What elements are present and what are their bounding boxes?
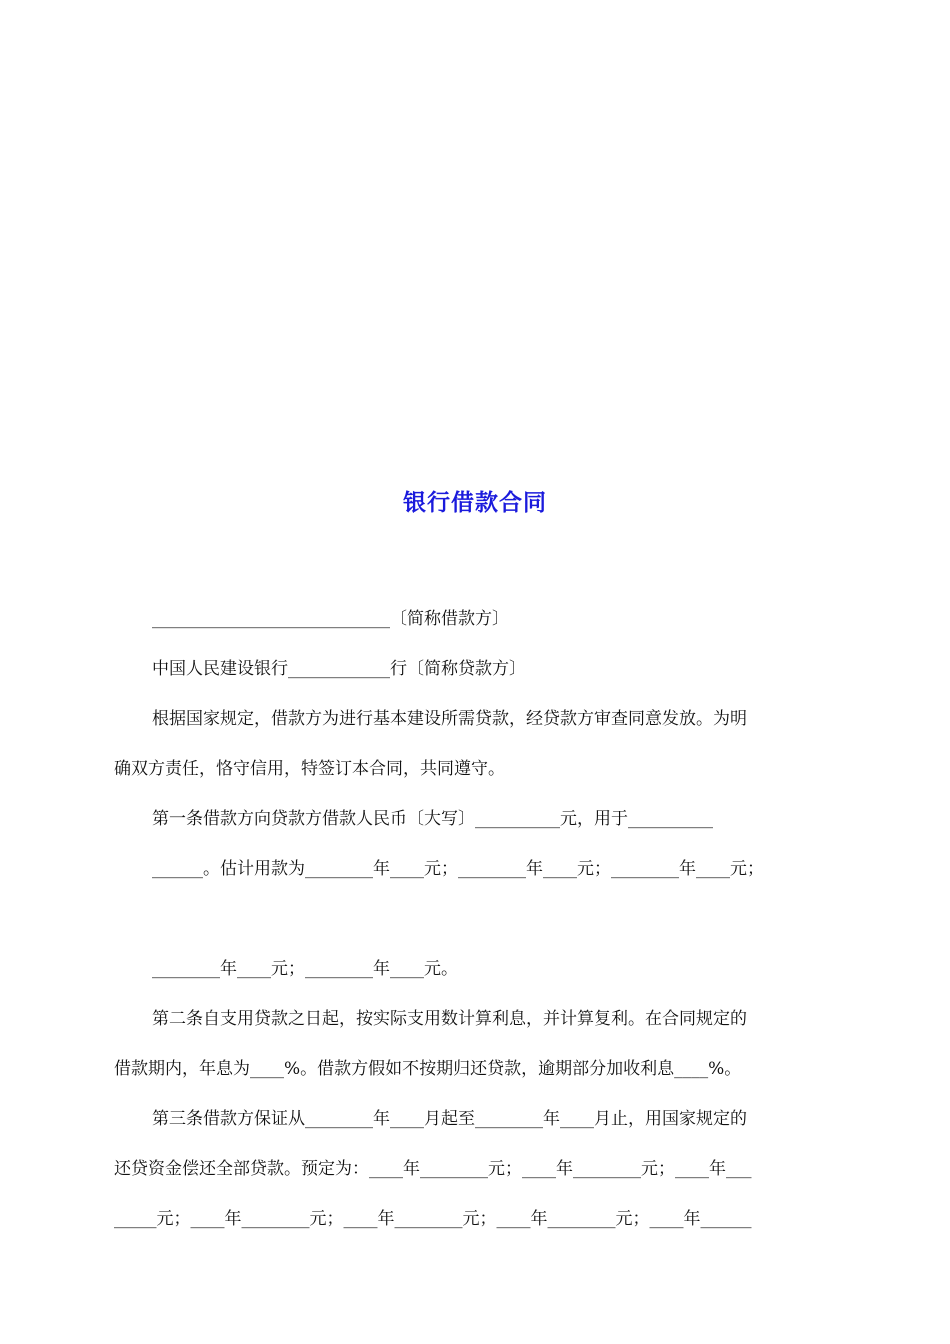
article-3-line-2: 还贷资金偿还全部贷款。预定为：____年________元；____年________元；____年___	[114, 1159, 752, 1179]
article-3-line-3: _____元；____年________元；____年________元；____年________元；____年______	[114, 1209, 752, 1229]
preamble-line-2: 确双方责任，恪守信用，特签订本合同，共同遵守。	[114, 759, 505, 779]
article-2-line-2: 借款期内，年息为____%。借款方假如不按期归还贷款，逾期部分加收利息____%。	[114, 1059, 742, 1079]
article-1-line-3: ________年____元；________年____元。	[152, 959, 458, 979]
document-title: 银行借款合同	[403, 490, 547, 516]
article-1-line-2: ______。估计用款为________年____元；________年____元；________年____元；	[152, 859, 764, 879]
party-borrower-line: ____________________________〔简称借款方〕	[152, 609, 509, 629]
article-2-line-1: 第二条自支用贷款之日起，按实际支用数计算利息，并计算复利。在合同规定的	[152, 1009, 747, 1029]
preamble-line-1: 根据国家规定，借款方为进行基本建设所需贷款，经贷款方审查同意发放。为明	[152, 709, 747, 729]
article-3-line-1: 第三条借款方保证从________年____月起至________年____月止，用国家规定的	[152, 1109, 747, 1129]
party-lender-line: 中国人民建设银行____________行〔简称贷款方〕	[152, 659, 526, 679]
article-1-line-1: 第一条借款方向贷款方借款人民币〔大写〕__________元，用于__________	[152, 809, 713, 829]
